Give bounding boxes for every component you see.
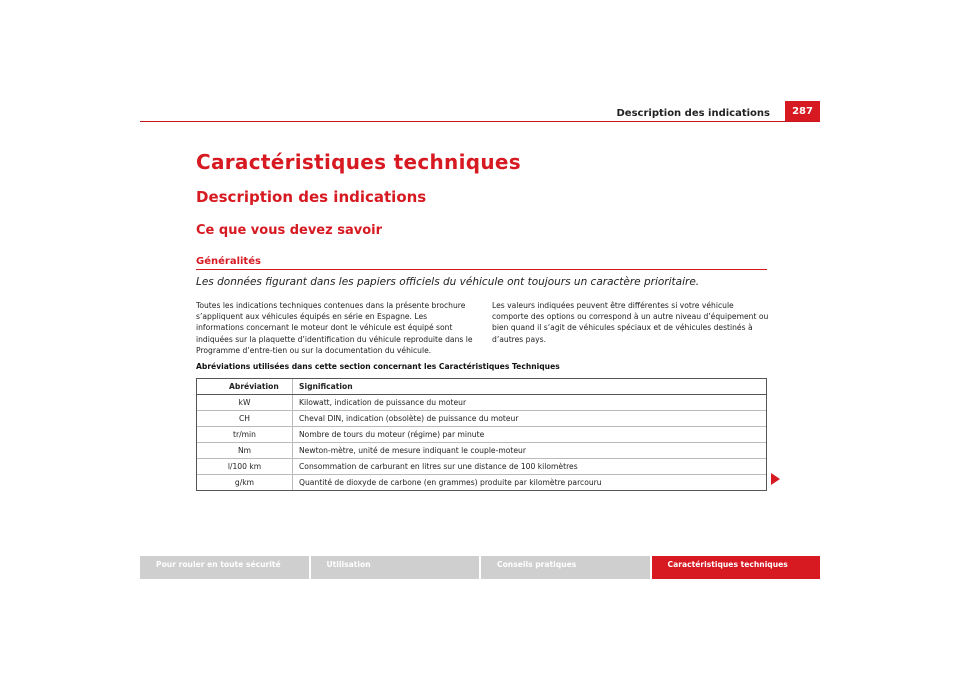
topic-rule <box>196 269 767 270</box>
abbreviation-cell: l/100 km <box>227 462 262 471</box>
chapter-title: Caractéristiques techniques <box>196 150 521 174</box>
meaning-cell: Cheval DIN, indication (obsolète) de puissance du moteur <box>292 411 766 426</box>
meaning-cell: Consommation de carburant en litres sur une distance de 100 kilomètres <box>292 459 766 474</box>
continue-arrow-icon <box>771 473 780 485</box>
meaning-cell: Newton-mètre, unité de mesure indiquant le couple-moteur <box>292 443 766 458</box>
topic-title: Généralités <box>196 256 261 267</box>
running-header-title: Description des indications <box>616 108 770 119</box>
table-row <box>197 475 766 490</box>
table-row <box>197 395 766 411</box>
abbreviation-cell: Nm <box>237 446 252 455</box>
footer-tab-securite[interactable]: Pour rouler en toute sécurité <box>140 556 309 579</box>
footer-tab-caracteristiques[interactable]: Caractéristiques techniques <box>652 556 821 579</box>
table-caption: Abréviations utilisées dans cette section concernant les Caractéristiques Techniques <box>196 362 560 371</box>
table-row <box>197 459 766 475</box>
meaning-cell: Quantité de dioxyde de carbone (en grammes) produite par kilomètre parcouru <box>292 475 766 490</box>
subsection-title: Ce que vous devez savoir <box>196 223 382 238</box>
header-rule <box>140 121 820 122</box>
body-text-right: Les valeurs indiquées peuvent être différentes si votre véhicule comporte des options ou correspond à un autre niveau d’équipement ou bien quand il s’agit de véhicules spéciaux et de véhicules destinés à d’autres pays. <box>492 301 769 344</box>
meaning-cell: Nombre de tours du moteur (régime) par minute <box>292 427 766 442</box>
meaning-cell: Kilowatt, indication de puissance du moteur <box>292 395 766 410</box>
header-abbreviation: Abréviation <box>229 382 279 391</box>
footer-tab-utilisation[interactable]: Utilisation <box>311 556 480 579</box>
intro-note: Les données figurant dans les papiers officiels du véhicule ont toujours un caractère prioritaire. <box>196 276 700 288</box>
footer-nav <box>140 556 820 579</box>
abbreviation-cell: tr/min <box>233 430 256 439</box>
footer-tab-conseils[interactable]: Conseils pratiques <box>481 556 650 579</box>
table-header-row <box>197 379 766 395</box>
abbreviations-table <box>196 378 767 491</box>
table-row <box>197 411 766 427</box>
page-number: 287 <box>785 101 820 121</box>
body-text-left: Toutes les indications techniques contenues dans la présente brochure s’appliquent aux véhicules équipés en série en Espagne. Les informations concernant le moteur dont le véhicule est équipé sont indiquées sur la plaquette d’identification du véhicule reproduite dans le Programme d’entre-tien ou sur la documentation du véhicule. <box>196 301 473 355</box>
section-title: Description des indications <box>196 188 427 206</box>
table-row <box>197 443 766 459</box>
abbreviation-cell: g/km <box>234 478 255 487</box>
abbreviation-cell: CH <box>238 414 250 423</box>
abbreviation-cell: kW <box>238 398 251 407</box>
header-meaning: Signification <box>292 379 766 394</box>
table-row <box>197 427 766 443</box>
